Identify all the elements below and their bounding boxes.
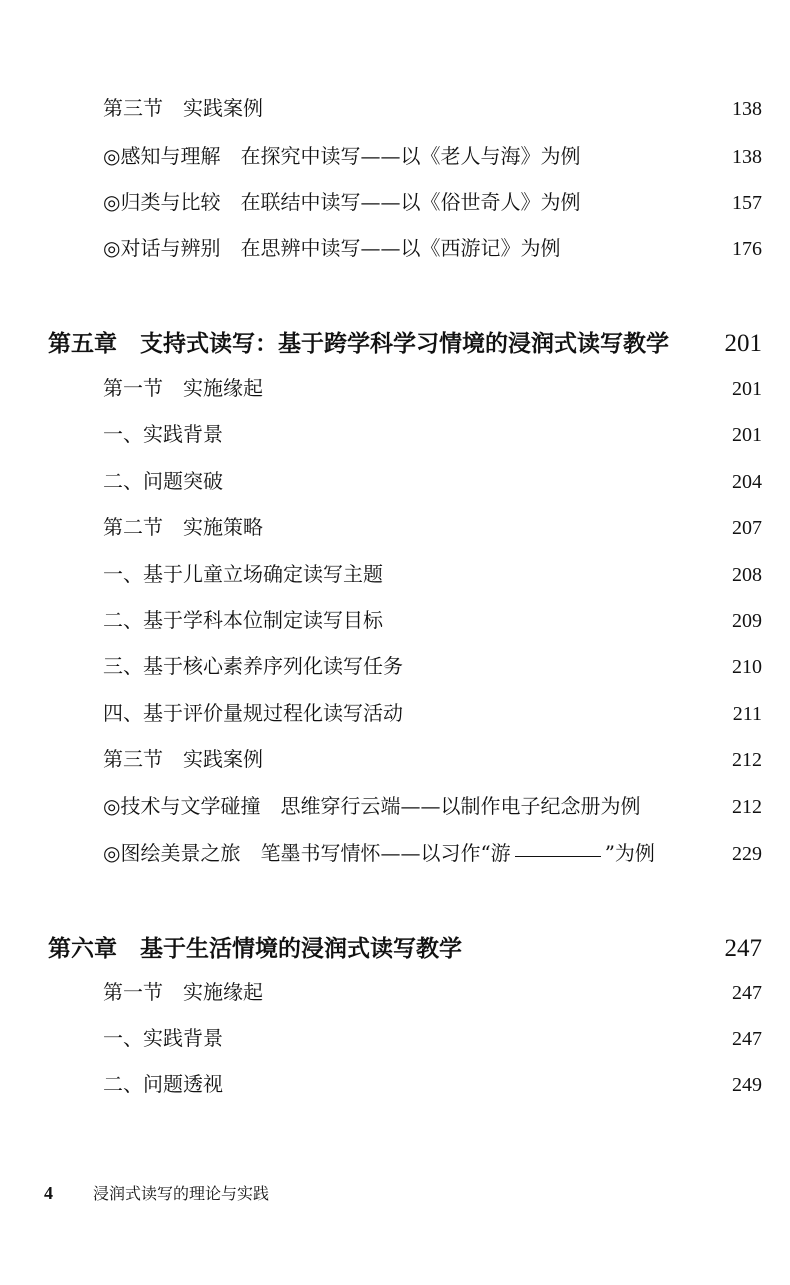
toc-entry[interactable]: [103, 418, 762, 447]
toc-title: ◎归类与比较 在联结中读写——以《俗世奇人》为例: [103, 190, 581, 214]
toc-section[interactable]: [103, 372, 762, 401]
toc-title: 第三节 实践案例: [103, 96, 263, 120]
toc-page-number: 212: [732, 749, 762, 771]
toc-entry[interactable]: [103, 604, 762, 633]
toc-page-number: 210: [732, 656, 762, 678]
toc-title: 一、实践背景: [103, 1026, 223, 1050]
toc-page-number: 201: [732, 378, 762, 400]
toc-entry[interactable]: [103, 558, 762, 587]
toc-title: 一、基于儿童立场确定读写主题: [103, 562, 383, 586]
toc-entry[interactable]: [103, 232, 762, 261]
toc-page-number: 157: [732, 192, 762, 214]
fill-in-blank: [515, 856, 601, 857]
page-footer: [44, 1181, 269, 1204]
toc-entry[interactable]: [103, 790, 762, 819]
toc-title: 第一节 实施缘起: [103, 980, 263, 1004]
toc-page-number: 249: [732, 1074, 762, 1096]
toc-title-after-blank: ”为例: [604, 841, 655, 865]
toc-entry[interactable]: [103, 650, 762, 679]
toc-entry[interactable]: [103, 837, 762, 866]
toc-page-number: 201: [732, 424, 762, 446]
toc-entry[interactable]: [103, 140, 762, 169]
toc-page-number: 212: [732, 796, 762, 818]
toc-title-before-blank: ◎图绘美景之旅 笔墨书写情怀——以习作“游: [103, 841, 511, 865]
toc-title: 二、问题突破: [103, 469, 223, 493]
toc-page-number: 176: [732, 238, 762, 260]
toc-page-number: 247: [724, 935, 762, 962]
toc-title: ◎对话与辨别 在思辨中读写——以《西游记》为例: [103, 236, 561, 260]
footer-book-title: 浸润式读写的理论与实践: [93, 1184, 270, 1203]
toc-title: 第一节 实施缘起: [103, 376, 263, 400]
toc-page-number: 201: [724, 330, 762, 357]
toc-page-number: 247: [732, 1028, 762, 1050]
toc-entry[interactable]: [103, 1022, 762, 1051]
toc-section[interactable]: [103, 976, 762, 1005]
toc-page-number: 208: [732, 564, 762, 586]
toc-title: 三、基于核心素养序列化读写任务: [103, 654, 403, 678]
toc-entry[interactable]: [103, 465, 762, 494]
toc-chapter[interactable]: [48, 325, 762, 358]
toc-title: ◎感知与理解 在探究中读写——以《老人与海》为例: [103, 144, 581, 168]
toc-section[interactable]: [103, 743, 762, 772]
toc-entry[interactable]: [103, 697, 762, 726]
toc-title: [103, 837, 655, 866]
toc-title: 第三节 实践案例: [103, 747, 263, 771]
toc-chapter[interactable]: [48, 930, 762, 963]
toc-title: 一、实践背景: [103, 422, 223, 446]
toc-page-number: 247: [732, 982, 762, 1004]
toc-entry[interactable]: [103, 186, 762, 215]
toc-page-number: 211: [732, 703, 762, 725]
toc-section[interactable]: [103, 511, 762, 540]
toc-entry[interactable]: [103, 1068, 762, 1097]
toc-page-number: 138: [732, 98, 762, 120]
toc-title: 第六章 基于生活情境的浸润式读写教学: [48, 935, 462, 962]
toc-title: 二、基于学科本位制定读写目标: [103, 608, 383, 632]
toc-page-number: 229: [732, 843, 762, 865]
toc-title: 第五章 支持式读写：基于跨学科学习情境的浸润式读写教学: [48, 330, 669, 357]
toc-title: ◎技术与文学碰撞 思维穿行云端——以制作电子纪念册为例: [103, 794, 641, 818]
toc-page-number: 204: [732, 471, 762, 493]
toc-page-number: 207: [732, 517, 762, 539]
toc-page-number: 209: [732, 610, 762, 632]
toc-title: 四、基于评价量规过程化读写活动: [103, 701, 403, 725]
toc-page-number: 138: [732, 146, 762, 168]
toc-title: 第二节 实施策略: [103, 515, 263, 539]
toc-title: 二、问题透视: [103, 1072, 223, 1096]
footer-page-number: 4: [44, 1183, 53, 1203]
toc-section[interactable]: [103, 92, 762, 121]
